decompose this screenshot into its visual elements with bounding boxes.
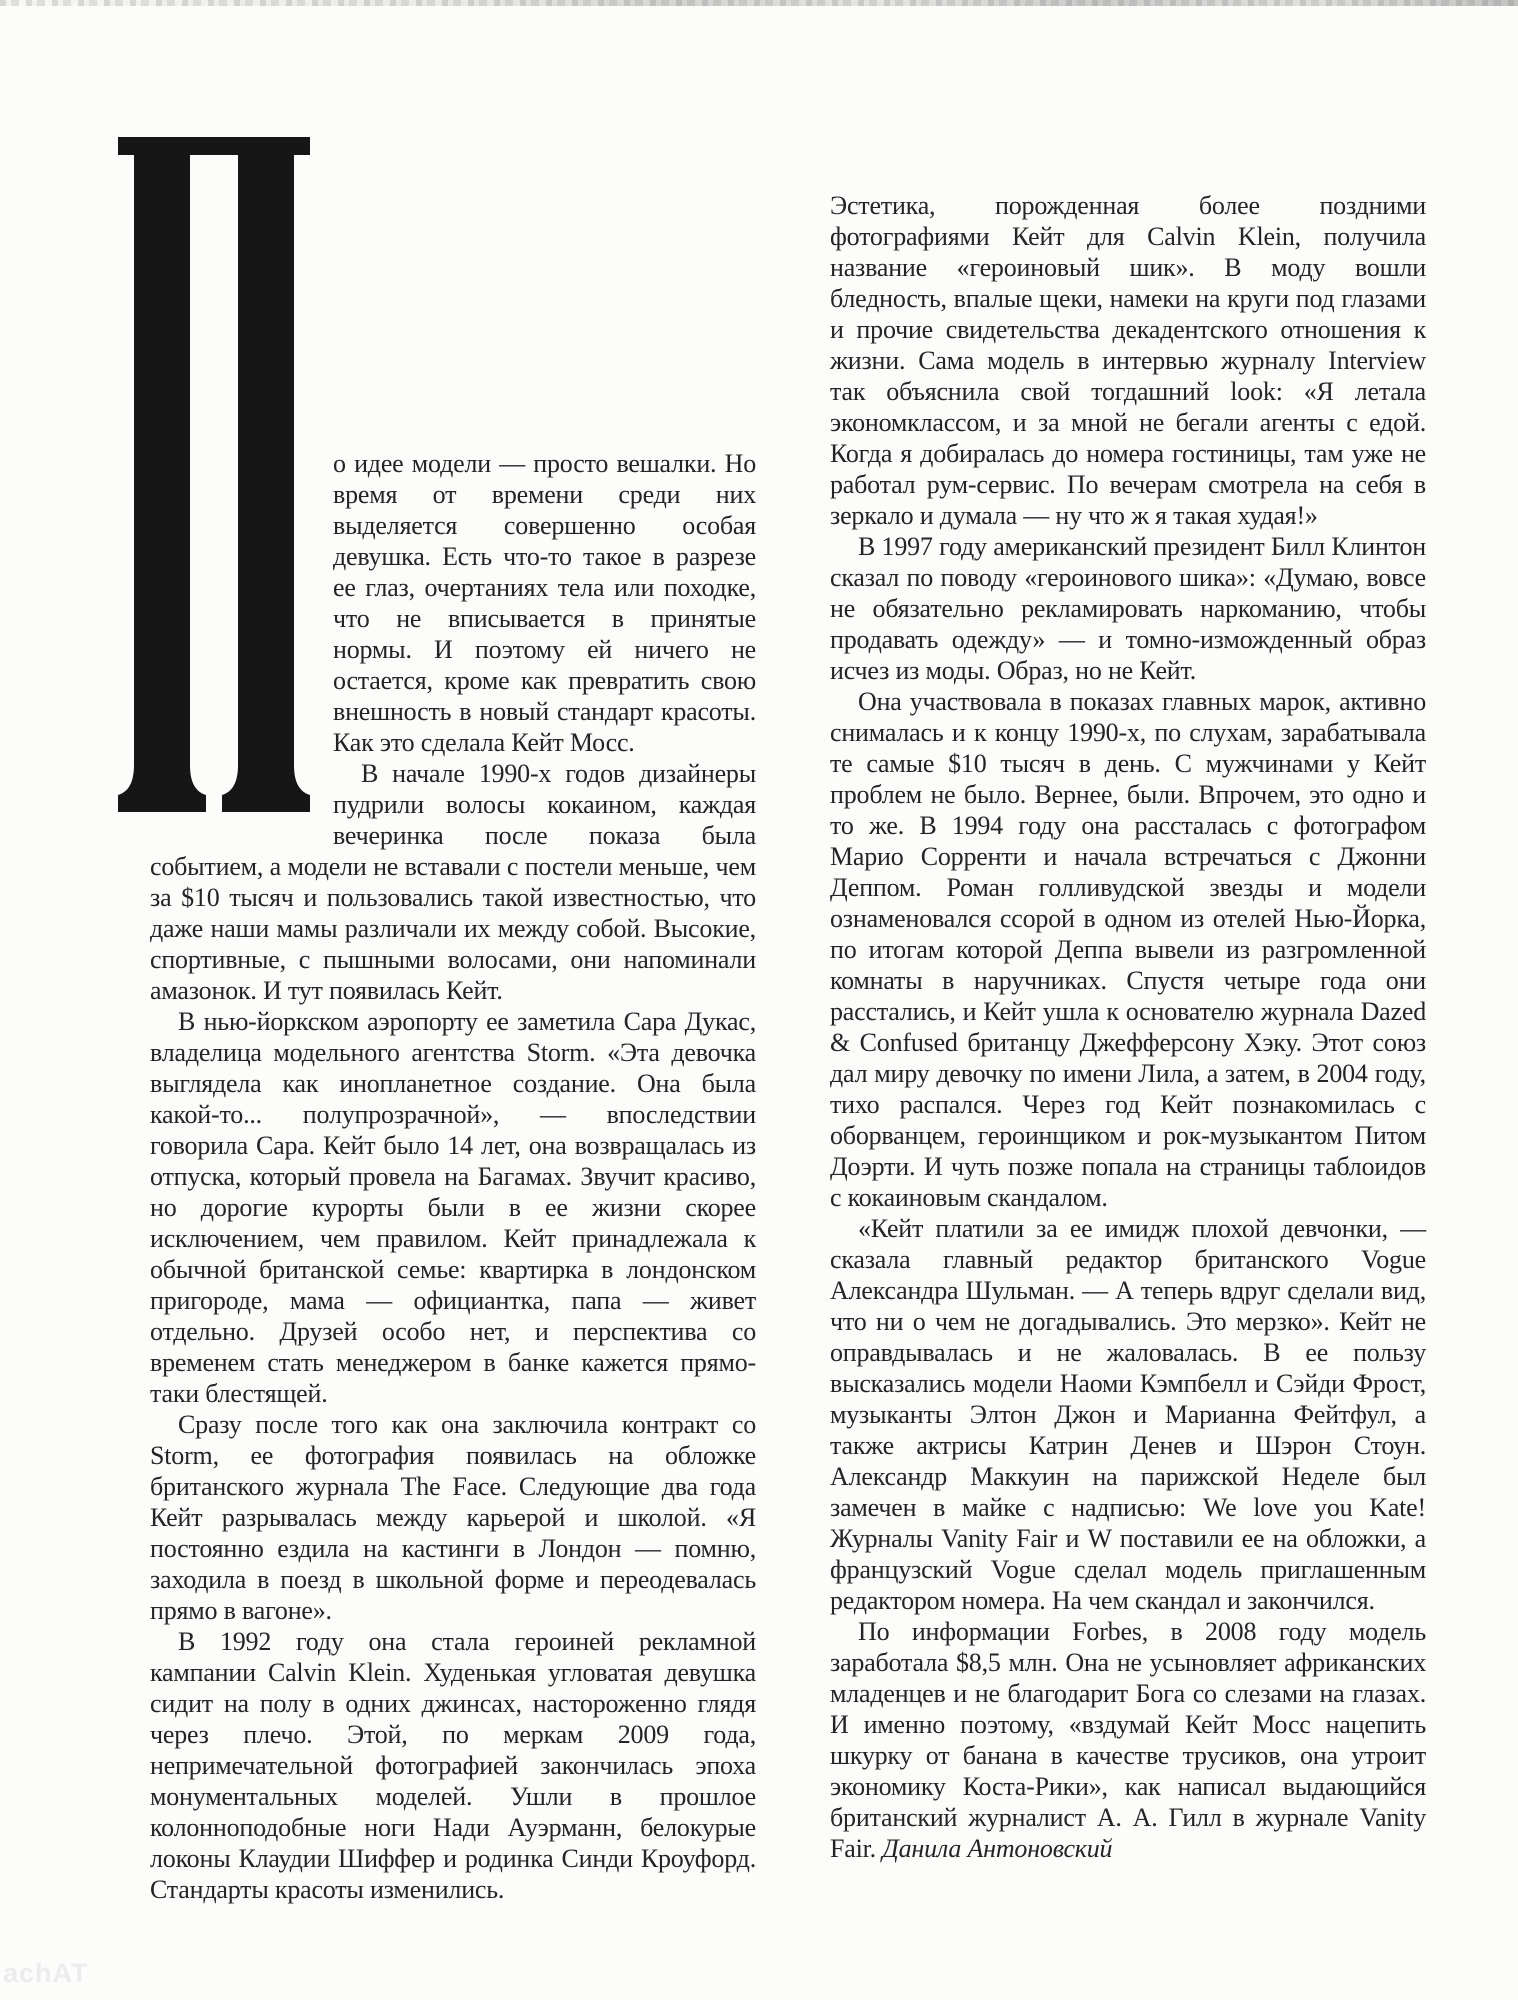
paragraph: Эстетика, порожденная более поздними фотографиями Кейт для Calvin Klein, получила название «героиновый шик». В моду вошли бледность, впалые щеки, намеки на круги под глазами и прочие свидетельства декадентского отношения к жизни. Сама модель в интервью журналу Interview так объяснила свой тогдашний look: «Я летала экономклассом, и за мной не бегали агенты с едой. Когда я добиралась до номера гостиницы, там уже не работал рум-сервис. По вечерам смотрела на себя в зеркало и думала — ну что ж я такая худая!» xyxy=(830,191,1426,530)
paragraph-text: о идее модели — просто вешалки. Но время от времени среди них выделяется совершенно особая девушка. Есть что-то такое в разрезе ее глаз, очертаниях тела или походке, что не вписывается в принятые нормы. И поэтому ей ничего не остается, кроме как превратить свою внешность в новый стандарт красоты. Как это сделала Кейт Мосс. xyxy=(333,449,756,757)
paragraph-lead xyxy=(150,448,756,758)
paragraph: В начале 1990-х годов дизайнеры пудрили волосы кокаином, каждая вечеринка после показа была событием, а модели не вставали с постели меньше, чем за $10 тысяч и пользовались такой известностью, что даже наши мамы различали их между собой. Высокие, спортивные, с пышными волосами, они напоминали амазонок. И тут появилась Кейт. xyxy=(150,759,756,1005)
scan-edge-artifact xyxy=(0,0,1518,6)
paragraph: В 1997 году американский президент Билл Клинтон сказал по поводу «героинового шика»: «Думаю, вовсе не обязательно рекламировать наркоманию, чтобы продавать одежду» — и томно-изможденный образ исчез из моды. Образ, но не Кейт. xyxy=(830,532,1426,685)
left-column xyxy=(150,448,756,1905)
paragraph-with-byline xyxy=(830,1616,1426,1864)
right-column xyxy=(830,190,1426,1864)
paragraph: Она участвовала в показах главных марок, активно снималась и к концу 1990-х, по слухам, зарабатывала те самые $10 тысяч в день. С мужчинами у Кейт проблем не было. Вернее, были. Впрочем, это одно и то же. В 1994 году она рассталась с фотографом Марио Сорренти и начала встречаться с Джонни Деппом. Роман голливудской звезды и модели ознаменовался ссорой в одном из отелей Нью-Йорка, по итогам которой Деппа вывели из разгромленной комнаты в наручниках. Спустя четыре года они расстались, и Кейт ушла к основателю журнала Dazed & Confused британцу Джефферсону Хэку. Этот союз дал миру девочку по имени Лила, а затем, в 2004 году, тихо распался. Через год Кейт познакомилась с оборванцем, героинщиком и рок-музыкантом Питом Доэрти. И чуть позже попала на страницы таблоидов с кокаиновым скандалом. xyxy=(830,687,1426,1212)
byline: Данила Антоновский xyxy=(882,1834,1113,1863)
paragraph-text: По информации Forbes, в 2008 году модель заработала $8,5 млн. Она не усыновляет африканских младенцев и не благодарит Бога со слезами на глазах. И именно поэтому, «вздумай Кейт Мосс нацепить шкурку от банана в качестве трусиков, она утроит экономику Коста-Рики», как написал выдающийся британский журналист А. А. Гилл в журнале Vanity Fair. xyxy=(830,1617,1426,1863)
paragraph: Сразу после того как она заключила контракт со Storm, ее фотография появилась на обложке британского журнала The Face. Следующие два года Кейт разрывалась между карьерой и школой. «Я постоянно ездила на кастинги в Лондон — помню, заходила в поезд в школьной форме и переодевалась прямо в вагоне». xyxy=(150,1410,756,1625)
paragraph: «Кейт платили за ее имидж плохой девчонки, — сказала главный редактор британского Vogue Александра Шульман. — А теперь вдруг сделали вид, что ни о чем не догадывались. Это мерзко». Кейт не оправдывалась и не жаловалась. В ее пользу высказались модели Наоми Кэмпбелл и Сэйди Фрост, музыканты Элтон Джон и Марианна Фейтфул, а также актрисы Катрин Денев и Шэрон Стоун. Александр Маккуин на парижской Неделе был замечен в майке с надписью: We love you Kate! Журналы Vanity Fair и W поставили ее на обложки, а французский Vogue сделал модель приглашенным редактором номера. На чем скандал и закончился. xyxy=(830,1214,1426,1615)
corner-watermark: achAT xyxy=(3,1958,89,1988)
paragraph: В нью-йоркском аэропорту ее заметила Сара Дукас, владелица модельного агентства Storm. «Эта девочка выглядела как инопланетное создание. Она была какой-то... полупрозрачной», — впоследствии говорила Сара. Кейт было 14 лет, она возвращалась из отпуска, который провела на Багамах. Звучит красиво, но дорогие курорты были в ее жизни скорее исключением, чем правилом. Кейт принадлежала к обычной британской семье: квартирка в лондонском пригороде, мама — официантка, папа — живет отдельно. Друзей особо нет, и перспектива со временем стать менеджером в банке кажется прямо-таки блестящей. xyxy=(150,1007,756,1408)
drop-cap-spacer xyxy=(150,448,333,821)
paragraph: В 1992 году она стала героиней рекламной кампании Calvin Klein. Худенькая угловатая девушка сидит на полу в одних джинсах, настороженно глядя через плечо. Этой, по меркам 2009 года, непримечательной фотографией закончилась эпоха монументальных моделей. Ушли в прошлое колонноподобные ноги Нади Ауэрманн, белокурые локоны Клаудии Шиффер и родинка Синди Кроуфорд. Стандарты красоты изменились. xyxy=(150,1627,756,1904)
